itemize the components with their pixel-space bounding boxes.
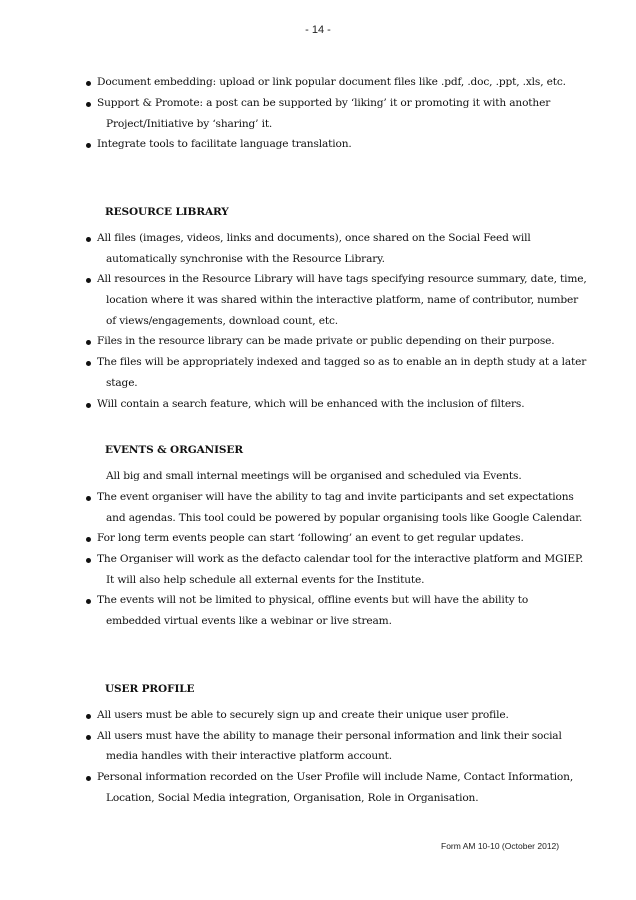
list-item-continuation: It will also help schedule all external events for the Institute. xyxy=(106,574,425,586)
list-item-continuation: media handles with their interactive platform account. xyxy=(106,750,393,762)
list-item: All resources in the Resource Library will have tags specifying resource summary, date, time, xyxy=(97,273,587,285)
bullet-icon xyxy=(86,143,91,148)
list-item: Document embedding: upload or link popular document files like .pdf, .doc, .ppt, .xls, etc. xyxy=(97,76,566,88)
list-item: Will contain a search feature, which will be enhanced with the inclusion of filters. xyxy=(97,398,525,410)
bullet-icon xyxy=(86,776,91,781)
list-item: Personal information recorded on the User Profile will include Name, Contact Information, xyxy=(97,771,574,783)
bullet-icon xyxy=(86,735,91,740)
list-item: The files will be appropriately indexed and tagged so as to enable an in depth study at a later xyxy=(97,356,587,368)
list-item: All users must have the ability to manage their personal information and link their social xyxy=(97,730,562,742)
bullet-icon xyxy=(86,81,91,86)
page-number: - 14 - xyxy=(305,24,331,36)
bullet-icon xyxy=(86,558,91,563)
list-item-continuation: embedded virtual events like a webinar or live stream. xyxy=(106,615,392,627)
list-item-continuation: location where it was shared within the interactive platform, name of contributor, number xyxy=(106,294,579,306)
list-item: Integrate tools to facilitate language translation. xyxy=(97,138,352,150)
list-item: The events will not be limited to physical, offline events but will have the ability to xyxy=(97,594,529,606)
list-item-continuation: and agendas. This tool could be powered by popular organising tools like Google Calendar. xyxy=(106,512,583,524)
list-item-continuation: automatically synchronise with the Resource Library. xyxy=(106,253,385,265)
list-item: The event organiser will have the ability to tag and invite participants and set expectations xyxy=(97,491,574,503)
list-item-continuation: of views/engagements, download count, etc. xyxy=(106,315,338,327)
bullet-icon xyxy=(86,714,91,719)
bullet-icon xyxy=(86,599,91,604)
list-item: For long term events people can start ‘following’ an event to get regular updates. xyxy=(97,532,524,544)
bullet-icon xyxy=(86,278,91,283)
section-heading-resource-library: RESOURCE LIBRARY xyxy=(105,206,229,218)
bullet-icon xyxy=(86,340,91,345)
list-item: Support & Promote: a post can be supported by ‘liking’ it or promoting it with another xyxy=(97,97,551,109)
section-heading-events-organiser: EVENTS & ORGANISER xyxy=(105,444,243,456)
bullet-icon xyxy=(86,537,91,542)
list-item: All files (images, videos, links and documents), once shared on the Social Feed will xyxy=(97,232,531,244)
bullet-icon xyxy=(86,496,91,501)
list-item-continuation: Project/Initiative by ‘sharing’ it. xyxy=(106,118,273,130)
list-item: Files in the resource library can be made private or public depending on their purpose. xyxy=(97,335,555,347)
bullet-icon xyxy=(86,102,91,107)
bullet-icon xyxy=(86,361,91,366)
list-item: All users must be able to securely sign up and create their unique user profile. xyxy=(97,709,509,721)
section-intro: All big and small internal meetings will be organised and scheduled via Events. xyxy=(106,470,522,482)
bullet-icon xyxy=(86,237,91,242)
list-item-continuation: Location, Social Media integration, Organisation, Role in Organisation. xyxy=(106,792,479,804)
list-item-continuation: stage. xyxy=(106,377,138,389)
bullet-icon xyxy=(86,403,91,408)
section-heading-user-profile: USER PROFILE xyxy=(105,683,195,695)
list-item: The Organiser will work as the defacto calendar tool for the interactive platform and MGIEP. xyxy=(97,553,584,565)
form-footer: Form AM 10-10 (October 2012) xyxy=(441,841,560,851)
